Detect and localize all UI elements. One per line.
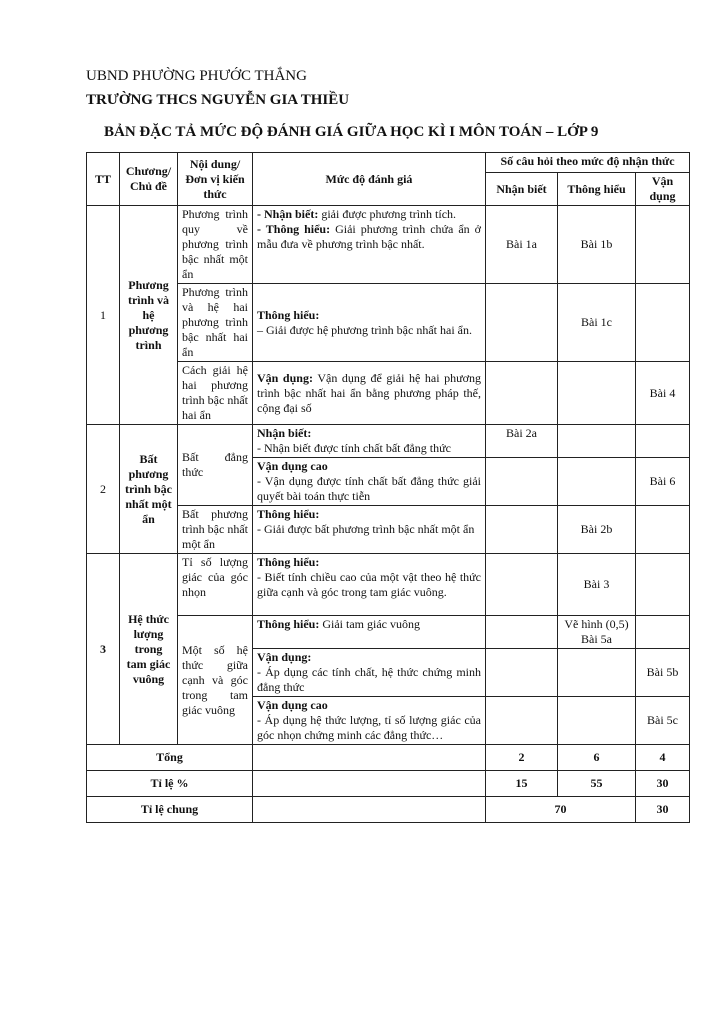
overall-percent-row xyxy=(87,797,690,823)
percent-th: 55 xyxy=(558,771,636,797)
total-nb: 2 xyxy=(486,745,558,771)
overall-percent-vd: 30 xyxy=(636,797,690,823)
table-row xyxy=(87,425,690,458)
ch2-r3-vd xyxy=(636,506,690,554)
ch3-r4-nb xyxy=(486,697,558,745)
ch3-r1-content: Tỉ số lượng giác của góc nhọn xyxy=(178,554,253,616)
percent-empty xyxy=(253,771,486,797)
ch3-r2-nb xyxy=(486,616,558,649)
ch2-r2-vd: Bài 6 xyxy=(636,458,690,506)
ch3-r1-desc: Thông hiểu: - Biết tính chiều cao của một vật theo hệ thức giữa cạnh và góc trong tam giác vuông. xyxy=(253,554,486,616)
overall-percent-label: Tỉ lệ chung xyxy=(87,797,253,823)
header-tt: TT xyxy=(87,153,120,206)
document-title: BẢN ĐẶC TẢ MỨC ĐỘ ĐÁNH GIÁ GIỮA HỌC KÌ I MÔN TOÁN – LỚP 9 xyxy=(104,124,599,140)
table-row xyxy=(87,506,690,554)
ch3-tt: 3 xyxy=(87,554,120,745)
ch2-tt: 2 xyxy=(87,425,120,554)
ch1-r3-desc: Vận dụng: Vận dụng để giải hệ hai phương trình bậc nhất hai ẩn bằng phương pháp thế, cộng đại số xyxy=(253,362,486,425)
ch1-r1-th: Bài 1b xyxy=(558,206,636,284)
ch1-r2-desc: Thông hiểu: – Giải được hệ phương trình bậc nhất hai ẩn. xyxy=(253,284,486,362)
ch1-r2-th: Bài 1c xyxy=(558,284,636,362)
ch3-r1-vd xyxy=(636,554,690,616)
ch1-r1-nb: Bài 1a xyxy=(486,206,558,284)
ch1-r3-content: Cách giải hệ hai phương trình bậc nhất hai ẩn xyxy=(178,362,253,425)
table-row xyxy=(87,206,690,284)
ch1-r1-desc: - Nhận biết: giải được phương trình tích. - Thông hiểu: Giải phương trình chứa ẩn ở mẫu đưa về phương trình bậc nhất. xyxy=(253,206,486,284)
assessment-spec-table xyxy=(86,152,690,823)
ch2-r3-th: Bài 2b xyxy=(558,506,636,554)
ch3-r3-nb xyxy=(486,649,558,697)
ch2-r1-nb: Bài 2a xyxy=(486,425,558,458)
ch2-r2-nb xyxy=(486,458,558,506)
ch3-r1-nb xyxy=(486,554,558,616)
ch2-r3-content: Bất phương trình bậc nhất một ẩn xyxy=(178,506,253,554)
total-th: 6 xyxy=(558,745,636,771)
ch1-r3-nb xyxy=(486,362,558,425)
ch2-name: Bất phương trình bậc nhất một ẩn xyxy=(120,425,178,554)
ch2-r2-desc: Vận dụng cao - Vận dụng được tính chất bất đẳng thức giải quyết bài toán thực tiễn xyxy=(253,458,486,506)
total-label: Tổng xyxy=(87,745,253,771)
overall-percent-nb-th: 70 xyxy=(486,797,636,823)
header-thonghieu: Thông hiểu xyxy=(558,173,636,206)
ch3-r2-content: Một số hệ thức giữa cạnh và góc trong tam giác vuông xyxy=(178,616,253,745)
table-row xyxy=(87,616,690,649)
percent-label: Tỉ lệ % xyxy=(87,771,253,797)
ch2-r3-nb xyxy=(486,506,558,554)
ch2-r3-desc: Thông hiểu: - Giải được bất phương trình bậc nhất một ẩn xyxy=(253,506,486,554)
ch1-r3-vd: Bài 4 xyxy=(636,362,690,425)
percent-vd: 30 xyxy=(636,771,690,797)
header-socau: Số câu hỏi theo mức độ nhận thức xyxy=(486,153,690,173)
ch3-r3-desc: Vận dụng: - Áp dụng các tính chất, hệ thức chứng minh đẳng thức xyxy=(253,649,486,697)
total-row xyxy=(87,745,690,771)
table-row xyxy=(87,362,690,425)
header-noidung: Nội dung/ Đơn vị kiến thức xyxy=(178,153,253,206)
ch3-r4-vd: Bài 5c xyxy=(636,697,690,745)
ch3-r2-th: Vẽ hình (0,5) Bài 5a xyxy=(558,616,636,649)
ch3-r1-th: Bài 3 xyxy=(558,554,636,616)
org-name: UBND PHƯỜNG PHƯỚC THẮNG xyxy=(86,68,307,84)
ch1-r1-vd xyxy=(636,206,690,284)
ch1-r2-nb xyxy=(486,284,558,362)
ch2-r1-desc: Nhận biết: - Nhận biết được tính chất bất đẳng thức xyxy=(253,425,486,458)
ch3-r2-vd xyxy=(636,616,690,649)
table-row xyxy=(87,554,690,616)
ch3-r4-th xyxy=(558,697,636,745)
overall-percent-empty xyxy=(253,797,486,823)
ch3-r3-vd: Bài 5b xyxy=(636,649,690,697)
ch3-r2-desc: Thông hiểu: Giải tam giác vuông xyxy=(253,616,486,649)
ch2-r1-vd xyxy=(636,425,690,458)
table-row xyxy=(87,284,690,362)
header-vandung: Vận dụng xyxy=(636,173,690,206)
ch3-name: Hệ thức lượng trong tam giác vuông xyxy=(120,554,178,745)
ch2-r2-th xyxy=(558,458,636,506)
ch1-tt: 1 xyxy=(87,206,120,425)
ch2-r1-content: Bất đẳng thức xyxy=(178,425,253,506)
ch3-r3-th xyxy=(558,649,636,697)
ch1-r1-content: Phương trình quy về phương trình bậc nhất một ẩn xyxy=(178,206,253,284)
ch1-name: Phương trình và hệ phương trình xyxy=(120,206,178,425)
header-nhanbiet: Nhận biết xyxy=(486,173,558,206)
school-name: TRƯỜNG THCS NGUYỄN GIA THIỀU xyxy=(86,92,350,108)
percent-nb: 15 xyxy=(486,771,558,797)
ch1-r3-th xyxy=(558,362,636,425)
ch2-r1-th xyxy=(558,425,636,458)
total-vd: 4 xyxy=(636,745,690,771)
percent-row xyxy=(87,771,690,797)
header-chuong: Chương/ Chủ đề xyxy=(120,153,178,206)
header-row-1 xyxy=(87,153,690,173)
ch1-r2-vd xyxy=(636,284,690,362)
ch1-r2-content: Phương trình và hệ hai phương trình bậc nhất hai ẩn xyxy=(178,284,253,362)
total-empty xyxy=(253,745,486,771)
header-mucdo: Mức độ đánh giá xyxy=(253,153,486,206)
ch3-r4-desc: Vận dụng cao - Áp dụng hệ thức lượng, tỉ số lượng giác của góc nhọn chứng minh các đẳng thức… xyxy=(253,697,486,745)
